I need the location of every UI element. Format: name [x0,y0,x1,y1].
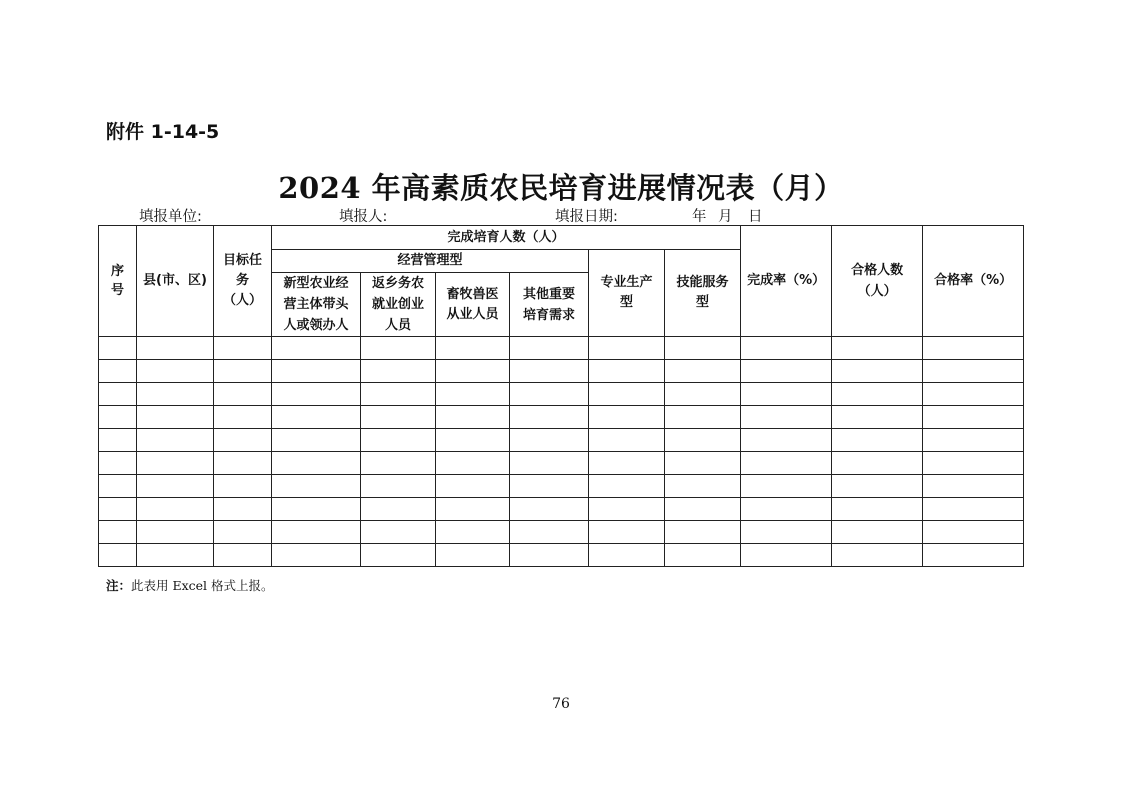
table-row [99,429,1024,452]
table-cell[interactable] [510,544,589,567]
header-completion-rate: 完成率（%） [741,226,832,337]
table-cell[interactable] [510,429,589,452]
table-cell[interactable] [137,406,214,429]
table-cell[interactable] [665,475,741,498]
table-cell[interactable] [510,360,589,383]
table-cell[interactable] [589,429,665,452]
table-cell[interactable] [832,498,923,521]
table-cell[interactable] [923,521,1024,544]
table-cell[interactable] [99,452,137,475]
header-row-1 [99,226,1024,250]
table-row [99,406,1024,429]
table-cell[interactable] [99,498,137,521]
table-cell[interactable] [741,406,832,429]
table-cell[interactable] [665,521,741,544]
table-cell[interactable] [832,360,923,383]
table-row [99,498,1024,521]
table-cell[interactable] [510,521,589,544]
table-cell[interactable] [589,337,665,360]
table-cell[interactable] [137,544,214,567]
table-cell[interactable] [214,406,272,429]
table-cell[interactable] [923,475,1024,498]
table-cell[interactable] [436,521,510,544]
table-cell[interactable] [832,406,923,429]
table-cell[interactable] [137,452,214,475]
table-cell[interactable] [510,383,589,406]
table-cell[interactable] [436,383,510,406]
table-cell[interactable] [361,360,436,383]
meta-date-label: 填报日期: [555,209,618,225]
table-row [99,452,1024,475]
table-cell[interactable] [272,544,361,567]
header-skill-service: 技能服务型 [665,250,741,337]
table-cell[interactable] [589,544,665,567]
table-cell[interactable] [832,383,923,406]
table-cell[interactable] [99,544,137,567]
table-cell[interactable] [99,521,137,544]
table-cell[interactable] [741,360,832,383]
table-cell[interactable] [436,429,510,452]
footnote [106,576,274,594]
table-cell[interactable] [99,337,137,360]
table-cell[interactable] [436,452,510,475]
table-row [99,521,1024,544]
table-cell[interactable] [272,475,361,498]
table-row [99,475,1024,498]
table-cell[interactable] [665,337,741,360]
table-cell[interactable] [665,452,741,475]
table-cell[interactable] [361,383,436,406]
table-cell[interactable] [99,406,137,429]
table-cell[interactable] [272,498,361,521]
meta-day-label: 日 [748,209,763,225]
meta-person-label: 填报人: [339,209,388,225]
header-qualified-count: 合格人数（人） [832,226,923,337]
table-cell[interactable] [665,544,741,567]
table-cell[interactable] [214,521,272,544]
table-cell[interactable] [741,475,832,498]
table-row [99,360,1024,383]
page-number: 76 [552,696,570,712]
table-cell[interactable] [923,429,1024,452]
header-returning: 返乡务农就业创业人员 [361,273,436,337]
header-new-agri: 新型农业经营主体带头人或领办人 [272,273,361,337]
header-other-key: 其他重要培育需求 [510,273,589,337]
header-pass-rate: 合格率（%） [923,226,1024,337]
header-management-group: 经营管理型 [272,250,589,273]
meta-unit-label: 填报单位: [139,209,202,225]
table-cell[interactable] [436,337,510,360]
table-cell[interactable] [361,475,436,498]
table-cell[interactable] [589,521,665,544]
table-cell[interactable] [436,360,510,383]
table-cell[interactable] [137,429,214,452]
table-cell[interactable] [665,429,741,452]
table-cell[interactable] [214,360,272,383]
table-cell[interactable] [923,360,1024,383]
table-cell[interactable] [214,383,272,406]
table-cell[interactable] [436,406,510,429]
header-county: 县(市、区) [137,226,214,337]
table-cell[interactable] [832,521,923,544]
table-cell[interactable] [923,452,1024,475]
footnote-prefix: 注： [106,578,132,593]
table-cell[interactable] [214,544,272,567]
table-row [99,383,1024,406]
table-cell[interactable] [923,406,1024,429]
meta-year-label: 年 [692,209,707,225]
table-cell[interactable] [272,521,361,544]
table-cell[interactable] [510,337,589,360]
table-cell[interactable] [137,383,214,406]
table-cell[interactable] [214,429,272,452]
header-completed-group: 完成培育人数（人） [272,226,741,250]
page-title: 2024 年高素质农民培育进展情况表（月） [278,171,844,205]
table-cell[interactable] [436,475,510,498]
table-row [99,544,1024,567]
table-cell[interactable] [741,383,832,406]
table-cell[interactable] [361,544,436,567]
table-cell[interactable] [272,337,361,360]
table-cell[interactable] [923,498,1024,521]
table-cell[interactable] [214,475,272,498]
table-cell[interactable] [665,406,741,429]
table-cell[interactable] [361,337,436,360]
table-cell[interactable] [589,360,665,383]
table-cell[interactable] [741,337,832,360]
table-cell[interactable] [436,498,510,521]
table-cell[interactable] [589,406,665,429]
table-cell[interactable] [589,452,665,475]
table-cell[interactable] [436,544,510,567]
table-cell[interactable] [137,521,214,544]
table-cell[interactable] [741,521,832,544]
table-cell[interactable] [272,452,361,475]
table-cell[interactable] [214,337,272,360]
table-cell[interactable] [589,383,665,406]
table-cell[interactable] [665,360,741,383]
table-cell[interactable] [832,337,923,360]
table-cell[interactable] [741,452,832,475]
table-cell[interactable] [510,452,589,475]
table-cell[interactable] [832,475,923,498]
table-cell[interactable] [361,498,436,521]
table-cell[interactable] [665,383,741,406]
table-cell[interactable] [832,452,923,475]
table-cell[interactable] [923,337,1024,360]
table-cell[interactable] [272,383,361,406]
table-cell[interactable] [214,452,272,475]
table-cell[interactable] [99,383,137,406]
table-cell[interactable] [137,498,214,521]
table-cell[interactable] [510,475,589,498]
table-cell[interactable] [361,521,436,544]
table-cell[interactable] [741,544,832,567]
footnote-text: 此表用 Excel 格式上报。 [131,578,274,593]
header-professional-production: 专业生产型 [589,250,665,337]
progress-table [98,225,1024,567]
table-cell[interactable] [510,406,589,429]
table-cell[interactable] [589,498,665,521]
table-cell[interactable] [665,498,741,521]
meta-month-label: 月 [718,209,733,225]
table-cell[interactable] [272,406,361,429]
table-cell[interactable] [137,360,214,383]
header-target: 目标任务（人） [214,226,272,337]
table-cell[interactable] [741,429,832,452]
table-cell[interactable] [361,452,436,475]
table-cell[interactable] [361,406,436,429]
table-cell[interactable] [272,429,361,452]
table-cell[interactable] [589,475,665,498]
table-cell[interactable] [510,498,589,521]
table-cell[interactable] [832,429,923,452]
header-livestock: 畜牧兽医从业人员 [436,273,510,337]
table-cell[interactable] [99,475,137,498]
table-cell[interactable] [832,544,923,567]
header-seq: 序号 [99,226,137,337]
table-cell[interactable] [741,498,832,521]
table-row [99,337,1024,360]
attachment-label: 附件 1-14-5 [106,121,220,143]
table-cell[interactable] [137,337,214,360]
table-cell[interactable] [923,383,1024,406]
table-cell[interactable] [99,360,137,383]
table-cell[interactable] [214,498,272,521]
table-cell[interactable] [272,360,361,383]
table-cell[interactable] [99,429,137,452]
table-cell[interactable] [137,475,214,498]
table-cell[interactable] [923,544,1024,567]
table-cell[interactable] [361,429,436,452]
